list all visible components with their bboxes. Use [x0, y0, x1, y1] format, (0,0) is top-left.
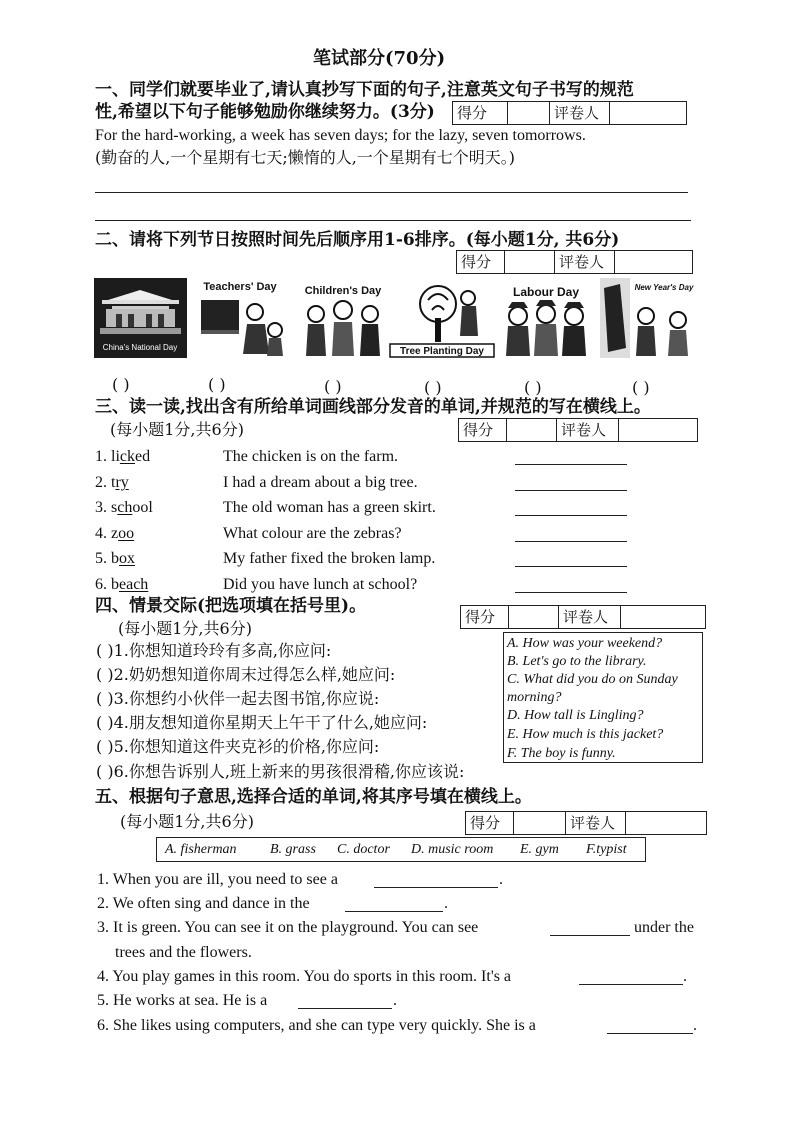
tree-planting-label: Tree Planting Day	[400, 346, 484, 357]
dialogue-question[interactable]: ( )3.你想约小伙伴一起去图书馆,你应说:	[96, 689, 380, 708]
answer-line[interactable]	[515, 464, 627, 465]
section-1-heading-line1: 一、同学们就要毕业了,请认真抄写下面的句子,注意英文句子书写的规范	[95, 80, 634, 100]
fill-in-sentence: 4. You play games in this room. You do sports in this room. It's a	[97, 968, 512, 985]
dialogue-question[interactable]: ( )5.你想知道这件夹克衫的价格,你应问:	[96, 737, 380, 756]
phonics-word	[95, 577, 148, 593]
score-label: 得分	[457, 251, 505, 273]
score-label: 得分	[453, 102, 508, 124]
score-cell[interactable]	[505, 251, 555, 273]
sentence-ending: under the	[634, 919, 694, 936]
dialogue-option: D. How tall is Lingling?	[507, 708, 644, 723]
grader-cell[interactable]	[626, 812, 703, 834]
section-3-heading: 三、读一读,找出含有所给单词画线部分发音的单词,并规范的写在横线上。	[95, 397, 651, 417]
fill-in-sentence: 3. It is green. You can see it on the playground. You can see	[97, 919, 479, 936]
order-answer-1[interactable]: ( )	[112, 375, 130, 394]
underlined-letters: each	[119, 576, 149, 593]
phonics-word	[95, 526, 134, 542]
page-title: 笔试部分(70分)	[313, 48, 446, 69]
phonics-sentence: The old woman has a green skirt.	[223, 499, 436, 516]
grader-cell[interactable]	[621, 606, 702, 628]
sentence-ending: .	[683, 968, 687, 985]
dialogue-option: C. What did you do on Sunday	[507, 672, 678, 687]
score-cell[interactable]	[514, 812, 566, 834]
fill-in-sentence: trees and the flowers.	[115, 944, 252, 961]
word-part: 1. li	[95, 448, 120, 465]
section-4-heading: 四、情景交际(把选项填在括号里)。	[95, 596, 367, 616]
answer-line[interactable]	[515, 566, 627, 567]
word-part: ed	[135, 448, 151, 465]
word-bank-option: E. gym	[520, 842, 559, 857]
answer-line[interactable]	[515, 515, 627, 516]
new-years-day-label: New Year's Day	[634, 283, 694, 292]
score-box-1	[452, 101, 687, 125]
phonics-sentence: My father fixed the broken lamp.	[223, 550, 436, 567]
sentence-ending: .	[693, 1017, 697, 1034]
phonics-sentence: What colour are the zebras?	[223, 525, 402, 542]
grader-cell[interactable]	[610, 102, 683, 124]
score-box-5	[465, 811, 707, 835]
score-cell[interactable]	[509, 606, 559, 628]
word-part: 5. b	[95, 550, 119, 567]
underlined-letters: ox	[119, 550, 135, 567]
score-box-2	[456, 250, 693, 274]
phonics-sentence: I had a dream about a big tree.	[223, 474, 418, 491]
score-box-4	[460, 605, 706, 629]
word-bank-option: A. fisherman	[165, 842, 237, 857]
word-bank-option: D. music room	[411, 842, 494, 857]
answer-blank[interactable]	[298, 1008, 392, 1009]
score-cell[interactable]	[508, 102, 550, 124]
underlined-letters: ck	[119, 448, 135, 465]
childrens-day-picture	[298, 278, 388, 358]
answer-blank[interactable]	[374, 887, 498, 888]
score-label: 得分	[461, 606, 509, 628]
answer-blank[interactable]	[607, 1033, 693, 1034]
teachers-day-picture	[195, 278, 285, 358]
grader-label: 评卷人	[557, 419, 619, 441]
order-answer-3[interactable]: ( )	[324, 377, 342, 396]
dialogue-option: B. Let's go to the library.	[507, 654, 647, 669]
answer-line[interactable]	[515, 490, 627, 491]
fill-in-sentence: 6. She likes using computers, and she can type very quickly. She is a	[97, 1017, 536, 1034]
labour-day-label: Labour Day	[512, 285, 580, 299]
dialogue-question[interactable]: ( )1.你想知道玲玲有多高,你应问:	[96, 641, 332, 660]
dialogue-question[interactable]: ( )4.朋友想知道你星期天上午干了什么,她应问:	[96, 713, 428, 732]
sentence-ending: .	[393, 992, 397, 1009]
phonics-sentence: Did you have lunch at school?	[223, 576, 418, 593]
word-bank-option: B. grass	[270, 842, 316, 857]
word-part: 6. b	[95, 576, 119, 593]
labour-day-picture	[500, 278, 592, 358]
word-bank-option: C. doctor	[337, 842, 390, 857]
grader-cell[interactable]	[619, 419, 694, 441]
word-part: 2. t	[95, 474, 116, 491]
grader-label: 评卷人	[555, 251, 615, 273]
answer-blank[interactable]	[579, 984, 683, 985]
dialogue-option: A. How was your weekend?	[507, 636, 663, 651]
answer-blank[interactable]	[345, 911, 443, 912]
order-answer-4[interactable]: ( )	[424, 378, 442, 397]
fill-in-sentence: 5. He works at sea. He is a	[97, 992, 268, 1009]
score-label: 得分	[459, 419, 507, 441]
dialogue-option: morning?	[507, 690, 562, 705]
order-answer-5[interactable]: ( )	[524, 378, 542, 397]
phonics-word	[95, 449, 150, 465]
dialogue-option: E. How much is this jacket?	[507, 727, 664, 742]
section-1-chinese-sentence: (勤奋的人,一个星期有七天;懒惰的人,一个星期有七个明天。)	[95, 148, 516, 167]
teachers-day-label: Teachers' Day	[203, 281, 277, 293]
dialogue-option: F. The boy is funny.	[507, 746, 616, 761]
section-4-points: (每小题1分,共6分)	[118, 619, 252, 638]
answer-line[interactable]	[515, 541, 627, 542]
dialogue-question[interactable]: ( )2.奶奶想知道你周末过得怎么样,她应问:	[96, 665, 396, 684]
section-5-points: (每小题1分,共6分)	[120, 812, 254, 831]
word-part: 3. s	[95, 499, 118, 516]
phonics-word	[95, 475, 129, 491]
fill-in-sentence: 2. We often sing and dance in the	[97, 895, 310, 912]
dialogue-question[interactable]: ( )6.你想告诉别人,班上新来的男孩很滑稽,你应该说:	[96, 762, 465, 781]
order-answer-2[interactable]: ( )	[208, 375, 226, 394]
underlined-letters: oo	[118, 525, 135, 542]
section-1-english-sentence: For the hard-working, a week has seven days; for the lazy, seven tomorrows.	[95, 127, 586, 144]
grader-label: 评卷人	[550, 102, 610, 124]
phonics-word	[95, 500, 153, 516]
sentence-ending: .	[444, 895, 448, 912]
section-3-points: (每小题1分,共6分)	[110, 420, 244, 439]
grader-label: 评卷人	[559, 606, 621, 628]
tree-planting-picture	[388, 278, 496, 358]
score-cell[interactable]	[507, 419, 557, 441]
section-5-heading: 五、根据句子意思,选择合适的单词,将其序号填在横线上。	[95, 787, 532, 807]
word-bank-option: F.typist	[586, 842, 627, 857]
underlined-letters: ch	[117, 499, 133, 516]
answer-line[interactable]	[515, 592, 627, 593]
grader-cell[interactable]	[615, 251, 689, 273]
section-2-heading: 二、请将下列节日按照时间先后顺序用1-6排序。(每小题1分, 共6分)	[95, 230, 620, 250]
copy-line-1[interactable]	[95, 192, 688, 193]
grader-label: 评卷人	[566, 812, 626, 834]
national-day-gate-picture	[94, 278, 187, 358]
score-box-3	[458, 418, 698, 442]
fill-in-sentence: 1. When you are ill, you need to see a	[97, 871, 338, 888]
underlined-letters: ry	[115, 474, 129, 491]
copy-line-2[interactable]	[95, 220, 691, 221]
score-label: 得分	[466, 812, 514, 834]
word-part: 4. z	[95, 525, 119, 542]
new-years-day-picture	[600, 278, 696, 358]
childrens-day-label: Children's Day	[304, 285, 382, 297]
order-answer-6[interactable]: ( )	[632, 378, 650, 397]
sentence-ending: .	[499, 871, 503, 888]
word-part: ool	[132, 499, 153, 516]
phonics-sentence: The chicken is on the farm.	[223, 448, 399, 465]
national-day-label: China's National Day	[102, 343, 178, 352]
answer-blank[interactable]	[550, 935, 630, 936]
phonics-word	[95, 551, 135, 567]
section-1-heading-line2: 性,希望以下句子能够勉励你继续努力。(3分)	[95, 102, 435, 122]
